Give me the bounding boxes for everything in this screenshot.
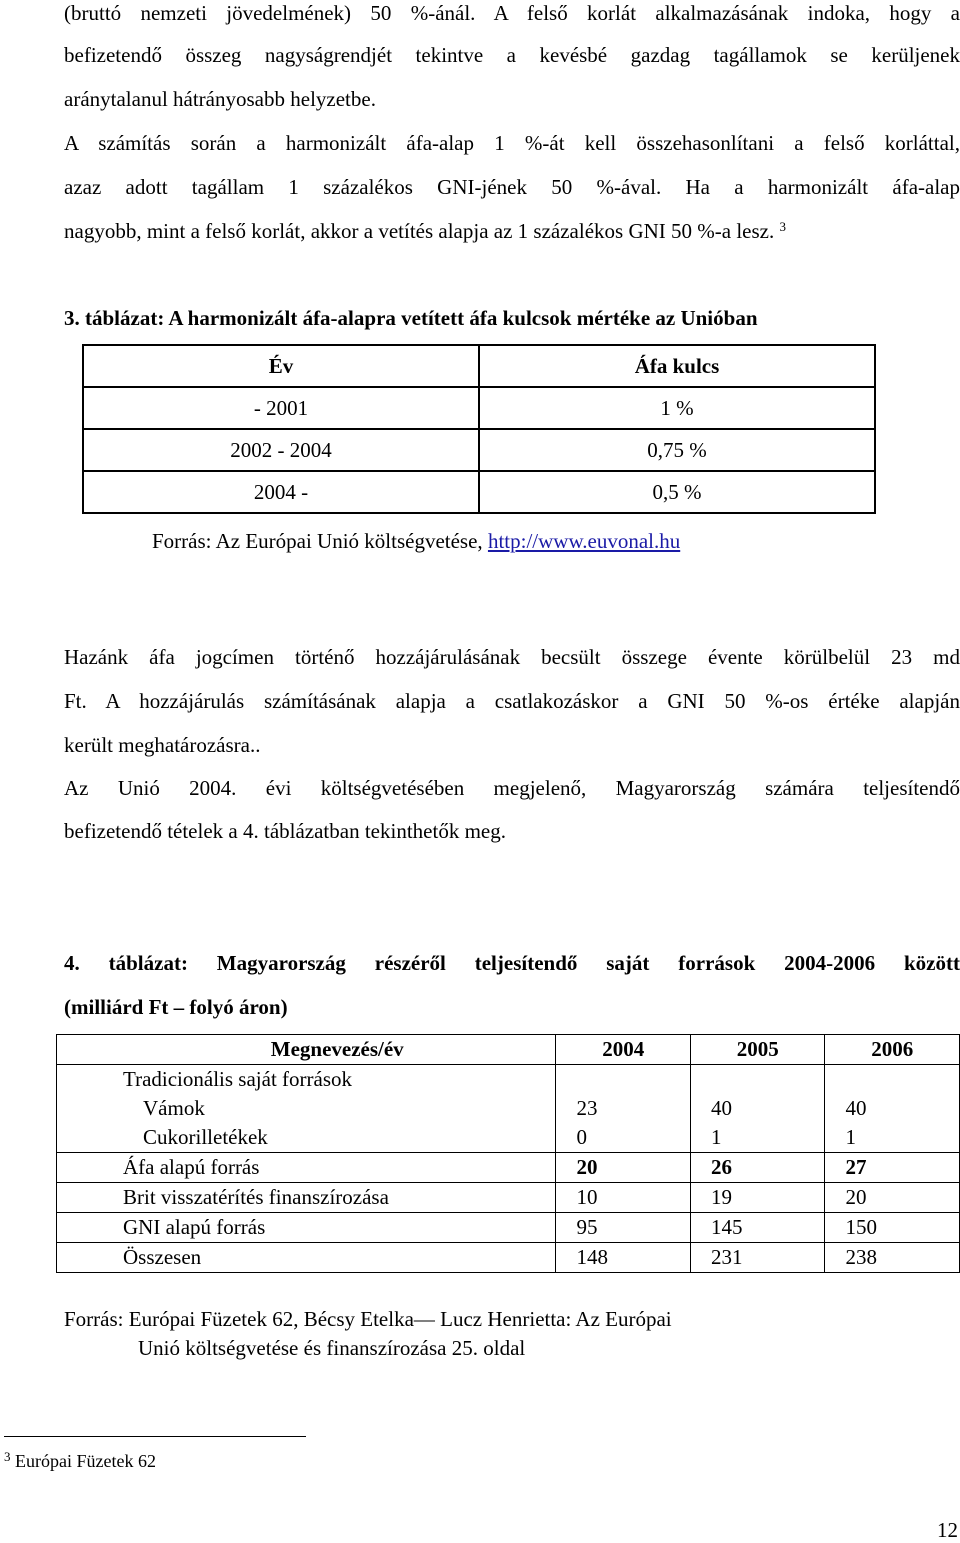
cell-value: 40 — [710, 1096, 732, 1120]
table-3-title: 3. táblázat: A harmonizált áfa-alapra vetített áfa kulcsok mértéke az Unióban — [64, 306, 758, 330]
body-text-line — [64, 218, 960, 244]
table-cell — [57, 1065, 556, 1153]
cell-value: 1 — [710, 1125, 722, 1149]
header-cell-2006: 2006 — [825, 1035, 960, 1065]
body-text-line: aránytalanul hátrányosabb helyzetbe. — [64, 87, 376, 111]
source-text: Forrás: Az Európai Unió költségvetése, — [152, 529, 488, 553]
table-cell: 27 — [825, 1153, 960, 1183]
table-4-title: (milliárd Ft – folyó áron) — [64, 995, 288, 1019]
table-header-row — [57, 1035, 960, 1065]
footnote-divider — [4, 1436, 306, 1437]
table-3 — [82, 344, 876, 514]
table-4-title: 4. táblázat: Magyarország részéről teljesítendő saját források 2004-2006 között — [64, 951, 960, 975]
table-cell: 2002 - 2004 — [83, 429, 479, 471]
table-cell: 19 — [690, 1183, 825, 1213]
footnote-text: Európai Füzetek 62 — [15, 1451, 156, 1471]
body-text-line: Az Unió 2004. évi költségvetésében megjelenő, Magyarország számára teljesítendő — [64, 776, 960, 800]
table-cell: 20 — [556, 1153, 691, 1183]
table-cell: 26 — [690, 1153, 825, 1183]
table-cell: 20 — [825, 1183, 960, 1213]
footnote-reference[interactable]: 3 — [779, 219, 786, 234]
header-cell-2005: 2005 — [690, 1035, 825, 1065]
table-cell — [825, 1065, 960, 1153]
body-text-line: azaz adott tagállam 1 százalékos GNI-jének 50 %-ával. Ha a harmonizált áfa-alap — [64, 175, 960, 199]
footnote — [4, 1448, 900, 1474]
table-row — [83, 471, 875, 513]
table-cell: - 2001 — [83, 387, 479, 429]
table-row — [83, 387, 875, 429]
footnote-number: 3 — [4, 1449, 11, 1464]
table-row — [57, 1065, 960, 1153]
table-row — [57, 1153, 960, 1183]
body-text: nagyobb, mint a felső korlát, akkor a vetítés alapja az 1 százalékos GNI 50 %-a lesz. — [64, 219, 775, 243]
body-text-line: A számítás során a harmonizált áfa-alap 1 %-át kell összehasonlítani a felső korláttal, — [64, 131, 960, 155]
sub-row-label: Vámok — [143, 1096, 205, 1120]
table-cell: 0,5 % — [479, 471, 875, 513]
table-3-source — [152, 528, 960, 554]
sub-row-label: Cukorilletékek — [143, 1125, 268, 1149]
table-row — [57, 1213, 960, 1243]
table-cell: 145 — [690, 1213, 825, 1243]
cell-value: 1 — [845, 1125, 856, 1149]
header-cell-year: Év — [83, 345, 479, 387]
table-4 — [56, 1034, 960, 1273]
body-text-line: (bruttó nemzeti jövedelmének) 50 %-ánál. A felső korlát alkalmazásának indoka, hogy a — [64, 1, 960, 25]
header-cell-2004: 2004 — [556, 1035, 691, 1065]
table-cell: 95 — [556, 1213, 691, 1243]
cell-value: 0 — [576, 1125, 587, 1149]
cell-value: 23 — [576, 1096, 598, 1120]
table-cell: 2004 - — [83, 471, 479, 513]
table-cell: 0,75 % — [479, 429, 875, 471]
table-cell: Összesen — [57, 1243, 556, 1273]
table-4-source: Unió költségvetése és finanszírozása 25. oldal — [138, 1336, 526, 1360]
body-text-line: Hazánk áfa jogcímen történő hozzájárulásának becsült összege évente körülbelül 23 md — [64, 645, 960, 669]
table-row — [83, 429, 875, 471]
table-cell — [556, 1065, 691, 1153]
table-cell: 10 — [556, 1183, 691, 1213]
table-header-row — [83, 345, 875, 387]
table-row — [57, 1243, 960, 1273]
table-cell: 150 — [825, 1213, 960, 1243]
table-4-source: Forrás: Európai Füzetek 62, Bécsy Etelka— Lucz Henrietta: Az Európai — [64, 1307, 672, 1331]
header-cell-name: Megnevezés/év — [57, 1035, 556, 1065]
body-text-line: Ft. A hozzájárulás számításának alapja a csatlakozáskor a GNI 50 %-os értéke alapján — [64, 689, 960, 713]
source-link[interactable]: http://www.euvonal.hu — [487, 529, 681, 553]
table-cell: GNI alapú forrás — [57, 1213, 556, 1243]
table-cell: 231 — [690, 1243, 825, 1273]
table-cell: 148 — [556, 1243, 691, 1273]
group-label: Tradicionális saját források — [123, 1067, 353, 1091]
table-cell — [690, 1065, 825, 1153]
table-cell: Áfa alapú forrás — [57, 1153, 556, 1183]
table-cell: 1 % — [479, 387, 875, 429]
table-row — [57, 1183, 960, 1213]
body-text-line: befizetendő összeg nagyságrendjét tekintve a kevésbé gazdag tagállamok se kerüljenek — [64, 43, 960, 67]
cell-value: 40 — [845, 1096, 867, 1120]
header-cell-vat-rate: Áfa kulcs — [479, 345, 875, 387]
page-number: 12 — [937, 1518, 958, 1542]
table-cell: Brit visszatérítés finanszírozása — [57, 1183, 556, 1213]
body-text-line: került meghatározásra.. — [64, 733, 261, 757]
body-text-line: befizetendő tételek a 4. táblázatban tekinthetők meg. — [64, 819, 506, 843]
table-cell: 238 — [825, 1243, 960, 1273]
